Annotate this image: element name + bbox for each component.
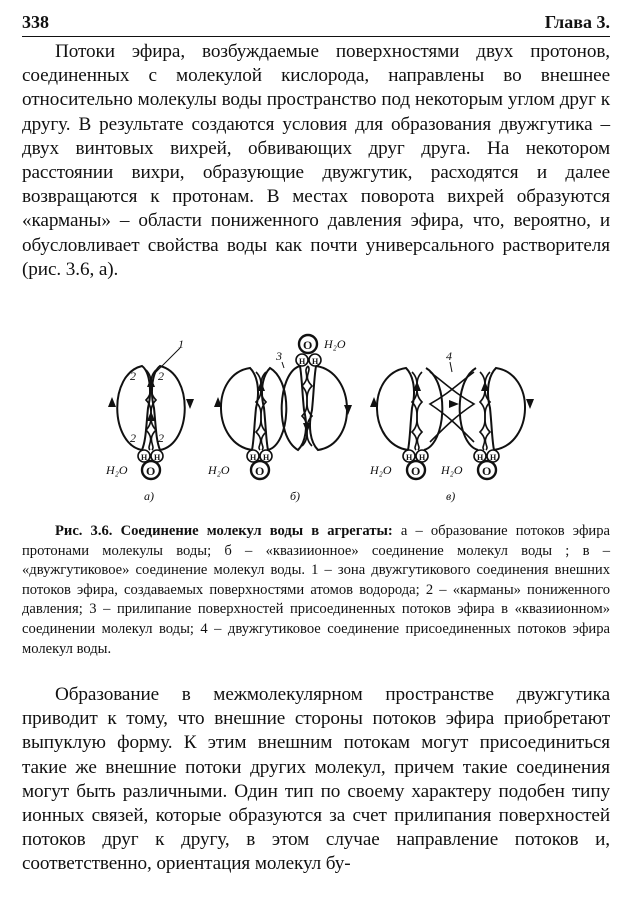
label-2-top-left: 2 [130, 369, 136, 383]
h-atom-label: H [312, 357, 319, 366]
page-number: 338 [22, 12, 49, 32]
caption-title: Рис. 3.6. Соединение молекул воды в агрегаты: [55, 523, 393, 539]
h-atom-label: H [419, 453, 426, 462]
panel-a-label: а) [144, 489, 154, 503]
h-atom-label: H [250, 453, 257, 462]
label-4: 4 [446, 349, 452, 363]
figure-caption [22, 522, 610, 659]
water-formula: H₂O [370, 463, 392, 477]
label-2-top-right: 2 [158, 369, 164, 383]
water-formula: H₂O [208, 463, 230, 477]
o-atom-label: O [411, 464, 421, 478]
panel-b [218, 335, 348, 479]
body-paragraph-1: Потоки эфира, возбуждаемые поверхностями двух протонов, соединенных с молекулой кислорода, направлены во внешнее относительно молекулы воды пространство под некоторым углом друг к другу. В результате создаются условия для образования двужгутика – двух винтовых вихрей, обвивающих друг друга. На некотором расстоянии вихри, образующие двужгутик, расходятся и далее возвращаются к протонам. В местах поворота вихрей образуются «карманы» – области пониженного давления эфира, что, вероятно, и обусловливает свойства воды как почти универсального растворителя (рис. 3.6, а). [22, 41, 610, 280]
panel-c [374, 362, 530, 479]
caption-text: а – образование потоков эфира протонами молекулы воды; б – «квазиионное» соединение молекул воды ; в – «двужгутиковое» соединение молекул воды. 1 – зона двужгутикового соединения внешних потоков эфира, создаваемых поверхностями атомов водорода; 2 – «карманы» пониженного давления; 3 – прилипание поверхностей присоединенных потоков эфира в «квазиионном» соединении молекул воды; 4 – двужгутиковое соединение присоединенных потоков эфира молекул воды. [22, 523, 611, 657]
panel-c-labels [369, 349, 497, 503]
o-atom-label: O [255, 464, 265, 478]
h-atom-label: H [299, 357, 306, 366]
label-2-bottom-left: 2 [130, 431, 136, 445]
page-header [22, 10, 610, 36]
label-1: 1 [178, 337, 184, 351]
panel-b-label: б) [290, 489, 301, 503]
figure-diagram [90, 332, 540, 512]
o-atom-label: O [146, 464, 156, 478]
water-formula: H₂O [441, 463, 463, 477]
chapter-title: Глава 3. [544, 12, 610, 32]
h-atom-label: H [263, 453, 270, 462]
panel-c-label: в) [446, 489, 456, 503]
o-atom-label: O [303, 338, 313, 352]
h-atom-label: H [406, 453, 413, 462]
label-2-bottom-right: 2 [158, 431, 164, 445]
label-3: 3 [276, 349, 282, 363]
water-formula: H₂O [324, 337, 346, 351]
panel-a-labels [105, 337, 184, 503]
panel-a [112, 348, 190, 479]
h-atom-label: H [477, 453, 484, 462]
body-paragraph-2: Образование в межмолекулярном пространстве двужгутика приводит к тому, что внешние стороны потоков эфира приобретают выпуклую форму. К этим внешним потокам могут присоединиться такие же внешние потоки других молекул, причем такие соединения могут быть различными. Один тип по своему характеру подобен типу ионных связей, которые образуются за счет прилипания поверхностей потоков друг к другу, в этом случае направление потоков и, соответственно, ориентация молекул бу- [22, 684, 610, 875]
water-formula: H₂O [106, 463, 128, 477]
h-atom-label: H [490, 453, 497, 462]
panel-b-labels [207, 337, 346, 503]
figure-3-6 [90, 332, 540, 512]
header-rule [22, 36, 610, 37]
h-atom-label: H [154, 453, 161, 462]
o-atom-label: O [482, 464, 492, 478]
h-atom-label: H [141, 453, 148, 462]
